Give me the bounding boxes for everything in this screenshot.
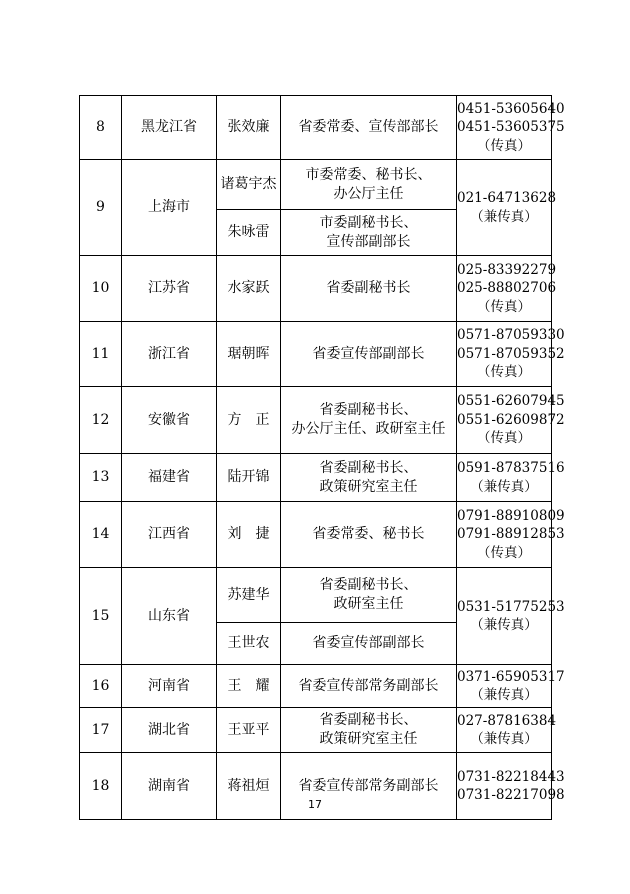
- name-cell: 蒋祖烜: [217, 753, 281, 820]
- province-cell: 江西省: [122, 502, 217, 568]
- name-cell: 苏建华: [217, 568, 281, 623]
- name-cell: 诸葛宇杰: [217, 160, 281, 210]
- row-number: 16: [80, 665, 122, 708]
- province-cell: 上海市: [122, 160, 217, 256]
- title-cell: [281, 96, 457, 160]
- phone-cell-line: 0571-87059330: [457, 327, 565, 344]
- province-cell: 山东省: [122, 568, 217, 665]
- title-cell-line: 省委副秘书长、: [319, 459, 418, 476]
- contact-table: [79, 95, 565, 820]
- phone-cell-line: 0791-88912853: [457, 526, 565, 543]
- phone-cell: [457, 568, 565, 665]
- phone-cell-line: 0731-82217098: [457, 787, 565, 803]
- title-cell-line: 办公厅主任: [333, 185, 404, 202]
- title-cell-line: 省委副秘书长、: [319, 402, 418, 418]
- title-cell-line: 省委常委、宣传部部长: [298, 119, 439, 135]
- phone-cell-line: （传真）: [477, 137, 531, 154]
- province-cell: 湖南省: [122, 753, 217, 820]
- title-cell-line: 政策研究室主任: [319, 731, 418, 747]
- table-row: [80, 708, 552, 753]
- title-cell-line: 省委宣传部副部长: [312, 635, 425, 651]
- province-cell: 浙江省: [122, 322, 217, 387]
- row-number: 15: [80, 568, 122, 665]
- row-number: 17: [80, 708, 122, 753]
- title-cell-line: 省委副秘书长、: [319, 712, 418, 728]
- phone-cell-line: （兼传真）: [470, 478, 538, 495]
- title-cell: [281, 256, 457, 322]
- phone-cell: [457, 256, 557, 322]
- title-cell-line: 省委副秘书长: [326, 280, 411, 296]
- title-cell: [281, 387, 457, 454]
- province-cell: 黑龙江省: [122, 96, 217, 160]
- row-number: 8: [80, 96, 122, 160]
- phone-cell: [457, 96, 565, 160]
- phone-cell-line: （兼传真）: [470, 617, 538, 633]
- phone-cell-line: （兼传真）: [470, 208, 538, 225]
- row-number: 10: [80, 256, 122, 322]
- phone-cell: [457, 502, 565, 568]
- table-row: [80, 387, 552, 454]
- title-cell-line: 市委常委、秘书长、: [305, 166, 432, 183]
- phone-cell-line: 0451-53605640: [457, 100, 565, 117]
- title-cell-line: 省委副秘书长、: [319, 577, 418, 593]
- name-cell: 王世农: [217, 623, 281, 665]
- title-cell: [281, 708, 457, 753]
- province-cell: 江苏省: [122, 256, 217, 322]
- table-row: [80, 160, 552, 210]
- phone-cell: [457, 708, 557, 753]
- row-number: 14: [80, 502, 122, 568]
- row-number: 9: [80, 160, 122, 256]
- title-cell-line: 省委宣传部副部长: [312, 345, 425, 362]
- title-cell: [281, 623, 457, 665]
- title-cell-line: 省委常委、秘书长: [312, 526, 425, 542]
- phone-cell-line: 0791-88910809: [457, 507, 565, 524]
- province-cell: 福建省: [122, 454, 217, 502]
- row-number: 11: [80, 322, 122, 387]
- name-cell: 王 耀: [217, 665, 281, 708]
- title-cell-line: 省委宣传部常务副部长: [298, 777, 439, 794]
- title-cell: [281, 160, 457, 210]
- phone-cell-line: （传真）: [477, 298, 531, 315]
- table-row: [80, 502, 552, 568]
- phone-cell-line: 0591-87837516: [457, 460, 565, 476]
- table-row: [80, 322, 552, 387]
- title-cell: [281, 502, 457, 568]
- title-cell-line: 市委副秘书长、: [319, 214, 418, 231]
- row-number: 13: [80, 454, 122, 502]
- phone-cell-line: （传真）: [477, 364, 531, 381]
- phone-cell-line: 0551-62607945: [457, 393, 565, 410]
- phone-cell-line: 0551-62609872: [457, 411, 565, 428]
- phone-cell-line: （传真）: [477, 544, 531, 561]
- phone-cell-line: （兼传真）: [470, 687, 538, 703]
- title-cell: [281, 210, 457, 256]
- title-cell-line: 省委宣传部常务副部长: [298, 677, 439, 694]
- phone-cell: [457, 387, 565, 454]
- table-row: [80, 96, 552, 160]
- title-cell: [281, 454, 457, 502]
- row-number: 18: [80, 753, 122, 820]
- phone-cell-line: 0731-82218443: [457, 768, 565, 785]
- table-row: [80, 256, 552, 322]
- title-cell-line: 宣传部副部长: [326, 233, 411, 250]
- name-cell: 琚朝晖: [217, 322, 281, 387]
- name-cell: 陆开锦: [217, 454, 281, 502]
- title-cell-line: 政策研究室主任: [319, 478, 418, 495]
- page-number: 17: [308, 798, 322, 811]
- title-cell: [281, 322, 457, 387]
- table-row: [80, 568, 552, 623]
- title-cell: [281, 568, 457, 623]
- name-cell: 王亚平: [217, 708, 281, 753]
- phone-cell-line: 021-64713628: [457, 190, 557, 206]
- name-cell: 方 正: [217, 387, 281, 454]
- table-body: [80, 96, 565, 820]
- province-cell: 安徽省: [122, 387, 217, 454]
- phone-cell-line: （传真）: [477, 430, 531, 447]
- title-cell: [281, 665, 457, 708]
- phone-cell-line: 0531-51775253: [457, 598, 565, 615]
- province-cell: 湖北省: [122, 708, 217, 753]
- title-cell-line: 政研室主任: [333, 596, 404, 612]
- phone-cell: [457, 454, 565, 502]
- name-cell: 朱咏雷: [217, 210, 281, 256]
- phone-cell: [457, 160, 557, 256]
- phone-cell-line: 027-87816384: [457, 712, 557, 729]
- table-row: [80, 665, 552, 708]
- name-cell: 水家跃: [217, 256, 281, 322]
- province-cell: 河南省: [122, 665, 217, 708]
- phone-cell-line: 0571-87059352: [457, 345, 565, 362]
- name-cell: 刘 捷: [217, 502, 281, 568]
- name-cell: 张效廉: [217, 96, 281, 160]
- title-cell-line: 办公厅主任、政研室主任: [291, 421, 446, 437]
- table-row: [80, 454, 552, 502]
- phone-cell: [457, 665, 565, 708]
- phone-cell: [457, 322, 565, 387]
- row-number: 12: [80, 387, 122, 454]
- phone-cell-line: 025-88802706: [457, 280, 557, 297]
- phone-cell-line: （兼传真）: [470, 731, 538, 747]
- phone-cell-line: 0451-53605375: [457, 119, 565, 136]
- phone-cell-line: 0371-65905317: [457, 668, 565, 685]
- phone-cell-line: 025-83392279: [457, 261, 557, 278]
